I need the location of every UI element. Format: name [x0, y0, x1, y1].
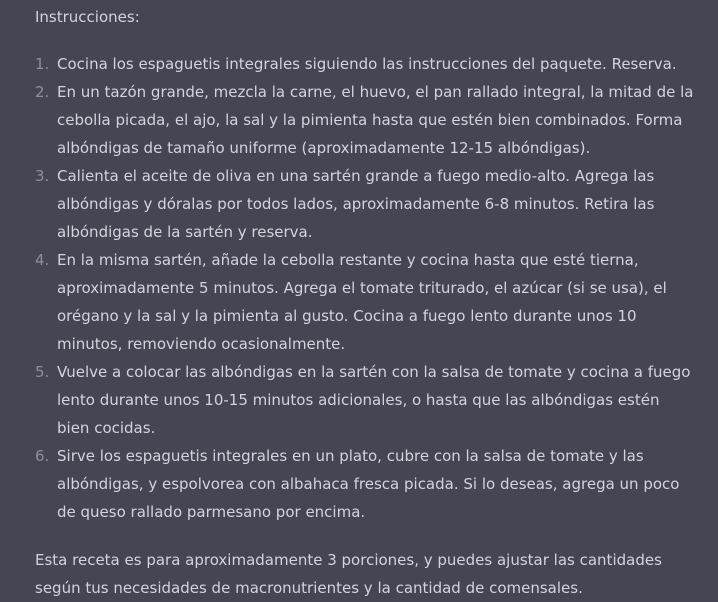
- step-text: Calienta el aceite de oliva en una sartén grande a fuego medio-alto. Agrega las albóndigas y dóralas por todos lados, aproximadamente 6-8 minutos. Retira las albóndigas de la sartén y reserva.: [57, 167, 655, 241]
- list-item: [35, 358, 696, 442]
- step-text: Sirve los espaguetis integrales en un plato, cubre con la salsa de tomate y las albóndigas, y espolvorea con albahaca fresca picada. Si lo deseas, agrega un poco de queso rallado parmesano por encima.: [57, 447, 680, 521]
- step-text: En un tazón grande, mezcla la carne, el huevo, el pan rallado integral, la mitad de la cebolla picada, el ajo, la sal y la pimienta hasta que estén bien combinados. Forma albóndigas de tamaño uniforme (aproximadamente 12-15 albóndigas).: [57, 83, 694, 157]
- step-number: 5.: [35, 363, 50, 381]
- step-number: 3.: [35, 167, 50, 185]
- closing-paragraph: Esta receta es para aproximadamente 3 porciones, y puedes ajustar las cantidades según tus necesidades de macronutrientes y la cantidad de comensales.: [35, 551, 662, 597]
- steps-list: [35, 50, 696, 526]
- list-item: [35, 78, 696, 162]
- instructions-heading: Instrucciones:: [35, 8, 140, 26]
- step-number: 6.: [35, 447, 50, 465]
- step-text: Vuelve a colocar las albóndigas en la sartén con la salsa de tomate y cocina a fuego lento durante unos 10-15 minutos adicionales, o hasta que las albóndigas estén bien cocidas.: [57, 363, 691, 437]
- list-item: [35, 162, 696, 246]
- list-item: [35, 50, 696, 78]
- list-item: [35, 246, 696, 358]
- step-number: 2.: [35, 83, 50, 101]
- step-text: En la misma sartén, añade la cebolla restante y cocina hasta que esté tierna, aproximadamente 5 minutos. Agrega el tomate triturado, el azúcar (si se usa), el orégano y la sal y la pimienta al gusto. Cocina a fuego lento durante unos 10 minutos, removiendo ocasionalmente.: [57, 251, 667, 353]
- step-number: 4.: [35, 251, 50, 269]
- step-text: Cocina los espaguetis integrales siguiendo las instrucciones del paquete. Reserva.: [57, 55, 677, 73]
- list-item: [35, 442, 696, 526]
- step-number: 1.: [35, 55, 50, 73]
